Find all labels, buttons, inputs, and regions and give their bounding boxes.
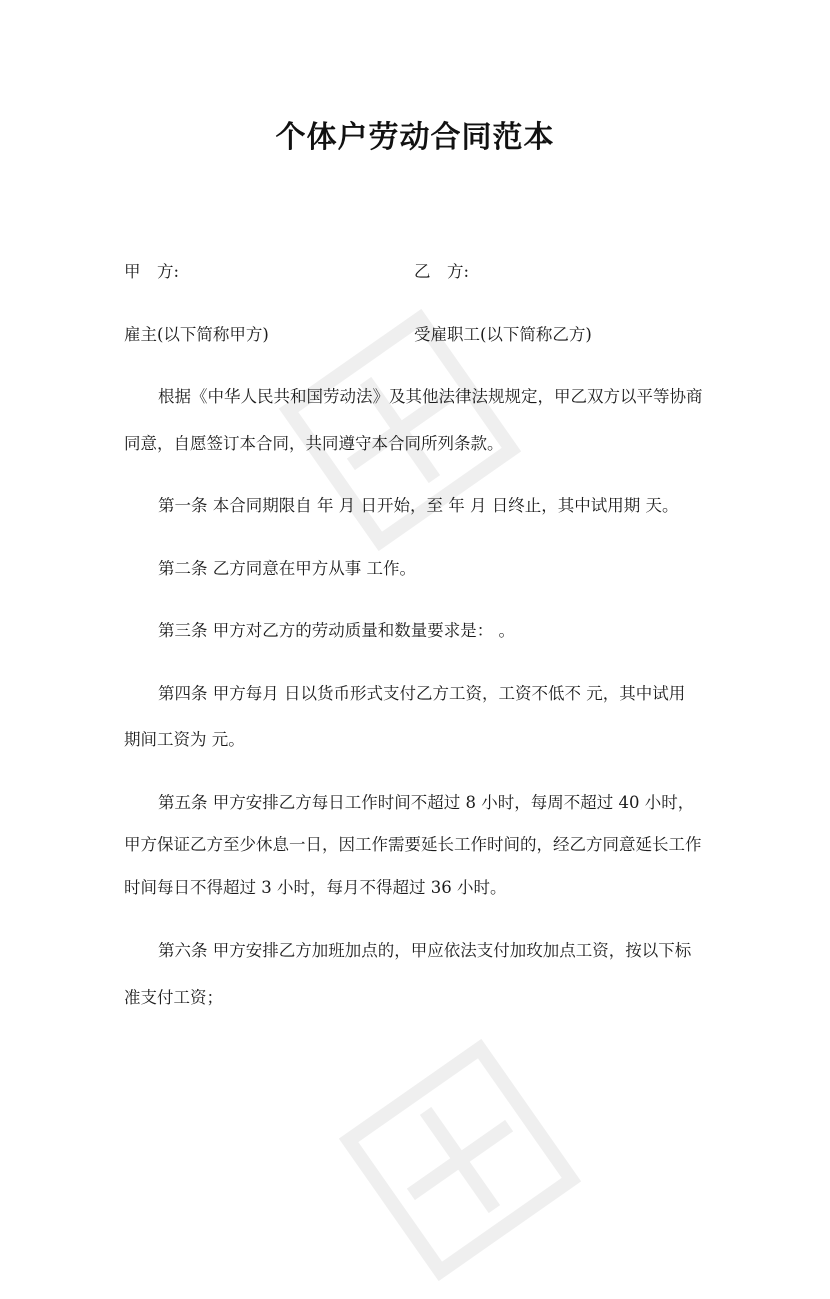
article-6-line-2: 准支付工资； [124, 988, 223, 1007]
article-3-line-1: 第三条 甲方对乙方的劳动质量和数量要求是： 。 [158, 621, 515, 640]
article-2-line-1: 第二条 乙方同意在甲方从事 工作。 [158, 559, 416, 578]
preamble-line-1: 根据《中华人民共和国劳动法》及其他法律法规规定，甲乙双方以平等协商 [158, 387, 703, 406]
party-a-label: 甲 方: [124, 262, 180, 281]
document-title: 个体户劳动合同范本 [275, 120, 555, 155]
article-4-line-1: 第四条 甲方每月 日以货币形式支付乙方工资，工资不低不 元，其中试用 [158, 684, 686, 703]
party-b-label: 乙 方: [414, 262, 470, 281]
preamble-line-2: 同意，自愿签订本合同，共同遵守本合同所列条款。 [124, 434, 504, 453]
watermark-graphic-bottom [321, 1021, 600, 1299]
party-a-description: 雇主(以下简称甲方) [124, 325, 269, 344]
article-6-line-1: 第六条 甲方安排乙方加班加点的，甲应依法支付加玫加点工资，按以下标 [158, 941, 692, 960]
article-1-line-1: 第一条 本合同期限自 年 月 日开始，至 年 月 日终止，其中试用期 天。 [158, 496, 679, 515]
party-b-description: 受雇职工(以下简称乙方) [414, 325, 592, 344]
article-5-line-2: 甲方保证乙方至少休息一日，因工作需要延长工作时间的，经乙方同意延长工作 [124, 835, 702, 854]
article-5-line-1: 第五条 甲方安排乙方每日工作时间不超过 8 小时，每周不超过 40 小时， [158, 793, 695, 812]
article-4-line-2: 期间工资为 元。 [124, 730, 245, 749]
article-5-line-3: 时间每日不得超过 3 小时，每月不得超过 36 小时。 [124, 878, 507, 897]
